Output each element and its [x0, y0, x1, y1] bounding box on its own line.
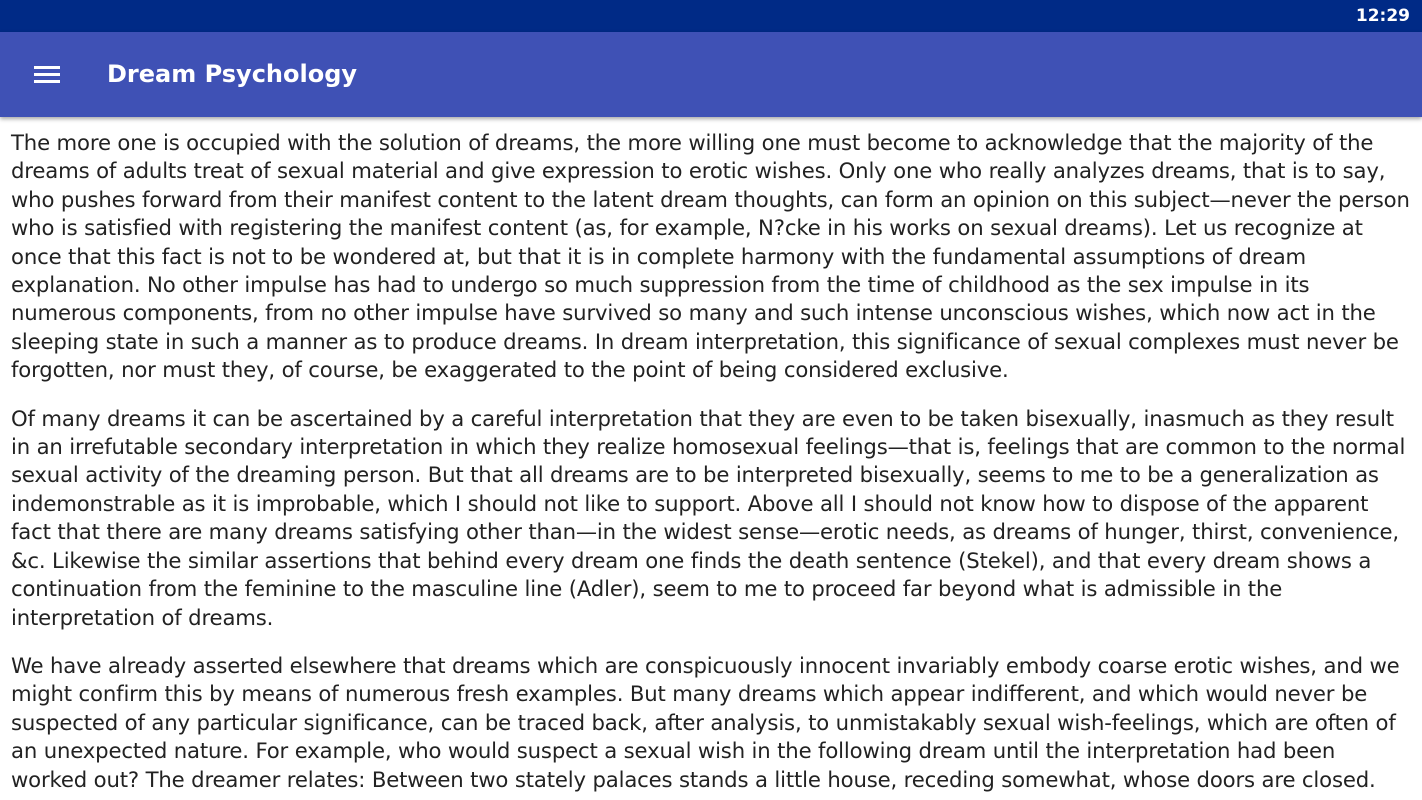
app-title: Dream Psychology — [107, 60, 358, 88]
hamburger-menu-icon[interactable] — [34, 66, 60, 84]
status-bar — [0, 0, 1422, 32]
app-bar — [0, 32, 1422, 117]
reader-content[interactable] — [0, 117, 1422, 800]
paragraph-1: The more one is occupied with the solution of dreams, the more willing one must become to acknowledge that the majority of the dreams of adults treat of sexual material and give expression to erotic wishes. Only one who really analyzes dreams, that is to say, who pushes forward from their manifest content to the latent dream thoughts, can form an opinion on this subject—never the person who is satisfied with registering the manifest content (as, for example, N?cke in his works on sexual dreams). Let us recognize at once that this fact is not to be wondered at, but that it is in complete harmony with the fundamental assumptions of dream explanation. No other impulse has had to undergo so much suppression from the time of childhood as the sex impulse in its numerous components, from no other impulse have survived so many and such intense unconscious wishes, which now act in the sleeping state in such a manner as to produce dreams. In dream interpretation, this significance of sexual complexes must never be forgotten, nor must they, of course, be exaggerated to the point of being considered exclusive. — [11, 130, 1410, 383]
status-time: 12:29 — [1355, 6, 1410, 26]
menu-button[interactable] — [20, 52, 76, 96]
paragraph-3: We have already asserted elsewhere that dreams which are conspicuously innocent invariably embody coarse erotic wishes, and we might confirm this by means of numerous fresh examples. But many dreams which appear indifferent, and which would never be suspected of any particular significance, can be traced back, after analysis, to unmistakably sexual wish-feelings, which are often of an unexpected nature. For example, who would suspect a sexual wish in the following dream until the interpretation had been worked out? The dreamer relates: Between two stately palaces stands a little house, receding somewhat, whose doors are closed. — [11, 652, 1400, 792]
paragraph-2: Of many dreams it can be ascertained by a careful interpretation that they are even to be taken bisexually, inasmuch as they result in an irrefutable secondary interpretation in which they realize homosexual feelings—that is, feelings that are common to the normal sexual activity of the dreaming person. But that all dreams are to be interpreted bisexually, seems to me to be a generalization as indemonstrable as it is improbable, which I should not like to support. Above all I should not know how to dispose of the apparent fact that there are many dreams satisfying other than—in the widest sense—erotic needs, as dreams of hunger, thirst, convenience, &c. Likewise the similar assertions that behind every dream one finds the death sentence (Stekel), and that every dream shows a continuation from the feminine to the masculine line (Adler), seem to me to proceed far beyond what is admissible in the interpretation of dreams. — [11, 405, 1406, 630]
